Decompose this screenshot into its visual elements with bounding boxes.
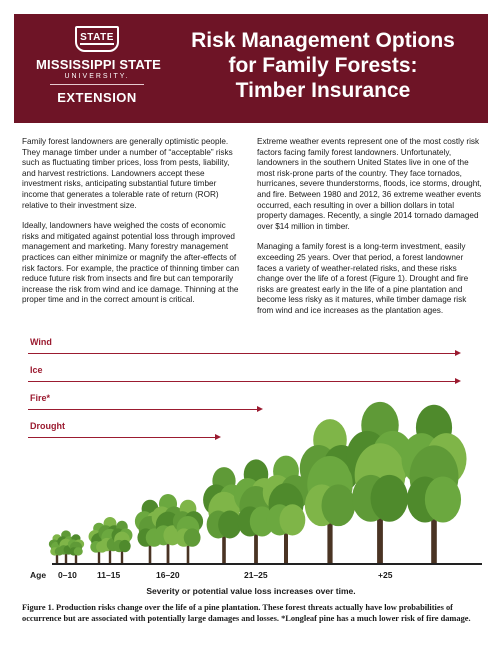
age-group: +25 <box>378 570 393 580</box>
shield-bar <box>80 43 114 45</box>
body-paragraph: Family forest landowners are generally optimistic people. They manage timber under a number of “acceptable” risks such as fluctuating timber prices, loss from pests, liability, and harvest restrictions. Landowners accept these investment risks, anticipating substantial future timber income that generates a tolerable rate of return (ROR) relative to their investment size. <box>22 137 233 210</box>
figure-caption: Figure 1. Production risks change over the life of a pine plantation. These forest threats actually have low probabilities of occurrence but are associated with potentially large damages and losses. *Longleaf pine has a much lower risk of fire damage. <box>22 603 471 623</box>
shield-text: STATE <box>80 32 114 43</box>
body-paragraph: Managing a family forest is a long-term investment, easily exceeding 25 years. Over that period, a forest landowner faces a variety of weather-related risks, and these risks change over the life of a forest (Figure 1). Drought and fire risks are greatest early in the life of a pine plantation and become less risky as it matures, while timber damage risk from wind and ice increases as the plantation ages. <box>257 242 469 315</box>
page-title <box>164 28 482 103</box>
extension-label: EXTENSION <box>57 90 137 105</box>
age-axis-label: Age <box>30 570 47 580</box>
logo-divider <box>50 84 144 85</box>
risk-figure <box>14 336 488 600</box>
age-group: 16–20 <box>156 570 180 580</box>
title-line: Risk Management Options <box>191 29 455 52</box>
left-column <box>22 137 242 316</box>
severity-axis-label: Severity or potential value loss increases over time. <box>146 586 356 596</box>
university-name: MISSISSIPPI STATE <box>36 57 161 72</box>
age-group: 21–25 <box>244 570 268 580</box>
body-paragraph: Ideally, landowners have weighed the costs of economic risks and mitigated against potential loss through improved management and marketing. Many forestry management practices can either minimize or magnify the after-effects of risk factors. For example, the practice of thinning timber can reduce future risk from insects and fire but can temporarily increase the risk from wind and ice damage. Thinning at the proper time and in the correct amount is critical. <box>22 221 240 305</box>
title-line: for Family Forests: <box>228 54 418 77</box>
pine-tree <box>203 467 245 563</box>
msu-extension-logo[interactable] <box>36 26 161 112</box>
pine-tree <box>401 405 466 563</box>
header-banner <box>14 14 488 123</box>
pine-trees-illustration <box>14 336 488 600</box>
university-subtitle: UNIVERSITY. <box>64 73 130 80</box>
risk-label-fire: Fire* <box>30 393 51 403</box>
risk-label-ice: Ice <box>30 365 43 375</box>
age-group: 11–15 <box>97 570 121 580</box>
title-line: Timber Insurance <box>235 79 411 102</box>
shield-icon <box>75 26 119 52</box>
body-paragraph: Extreme weather events represent one of the most costly risk factors facing family forest landowners. Unfortunately, landowners in the southern United States live in one of the most risk-prone parts of the country. They face tornados, hurricanes, severe thunderstorms, floods, ice storms, drought, and fire. Between 1980 and 2012, 36 extreme weather events occurred, each resulting in over a billion dollars in total property damages. Recently, a single 2014 tornado damaged over $14 million in timber. <box>257 137 482 231</box>
risk-label-drought: Drought <box>30 421 65 431</box>
risk-label-wind: Wind <box>30 337 52 347</box>
age-axis <box>14 570 488 582</box>
ground-line <box>52 563 482 565</box>
age-group: 0–10 <box>58 570 77 580</box>
right-column <box>257 137 483 327</box>
pine-tree <box>346 402 413 563</box>
